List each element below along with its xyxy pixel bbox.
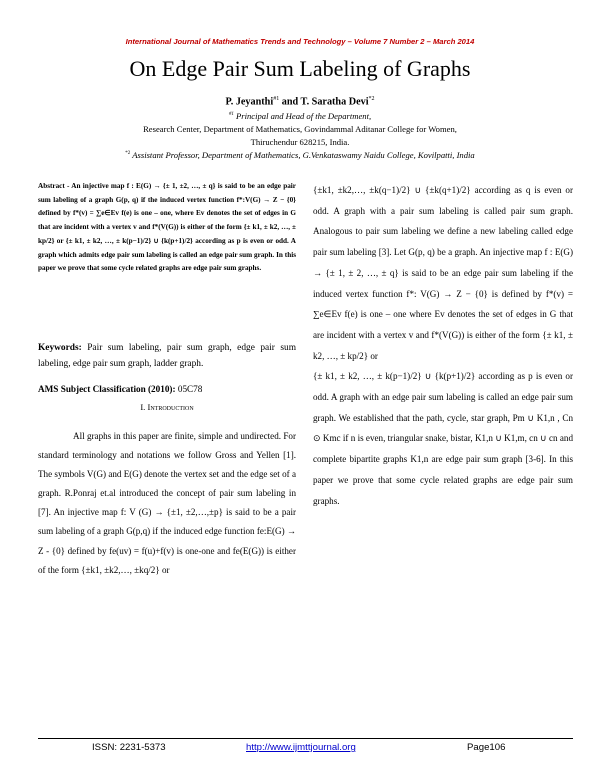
section-title: I. Introduction: [140, 402, 194, 412]
paper-title: On Edge Pair Sum Labeling of Graphs: [129, 56, 471, 81]
keywords: [38, 340, 296, 372]
affiliation-1-text: Principal and Head of the Department,: [233, 111, 372, 121]
author-conjunction: and: [279, 96, 301, 108]
author-2-mark: *2: [368, 96, 375, 102]
journal-header: International Journal of Mathematics Trends and Technology – Volume 7 Number 2 – March 2014: [125, 37, 475, 46]
keywords-label: Keywords:: [38, 343, 82, 353]
affiliation-1: [0, 111, 600, 121]
affiliation-4-text: Assistant Professor, Department of Mathematics, G.Venkataswamy Naidu College, Kovilpatti, India: [130, 150, 475, 160]
affiliation-4-mark: *2: [125, 151, 131, 157]
author-2: T. Saratha Devi: [300, 96, 369, 108]
affiliation-3: Thiruchendur 628215, India.: [250, 137, 350, 147]
keywords-text: Pair sum labeling, pair sum graph, edge pair sum labeling, edge pair sum graph, ladder graph.: [38, 343, 296, 369]
intro-right-paragraph-2: {± k1, ± k2, …, ± k(p−1)/2} ∪ {k(p+1)/2} according as p is even or odd. A graph with an edge pair sum labeling is called an edge pair sum graph. We established that the path, cycle, star graph, Pm ∪ K1,n , Cn ⊙ Kmc if n is even, triangular snake, bistar, K1,n ∪ K1,m, cn ∪ cn and complete bipartite graphs K1,n are edge pair sum graph [3-6]. In this paper we prove that some cycle related graphs are edge pair sum graphs.: [313, 371, 573, 506]
author-1-mark: #1: [273, 96, 280, 102]
abstract-text: - An injective map f : E(G) → {± 1, ±2, …, ± q} is said to be an edge pair sum labeling of a graph G(p, q) if the induced vertex function f*:V(G) → Z − {0} defined by f*(v) = ∑e∈Ev f(e) is one – one, where Ev denotes the set of edges in G that are incident with a vertex v and f*(V(G)) is either of the form {± k1, ± k2, …, ± kp/2} or {± k1, ± k2, …, ± k(p−1)/2} ∪ {k(p+1)/2} according as p is even or odd. A graph which admits edge pair sum labeling is called an edge pair sum graph. In this paper we prove that some cycle related graphs are edge pair sum graphs.: [38, 182, 296, 273]
affiliation-2: Research Center, Department of Mathematics, Govindammal Aditanar College for Women,: [143, 124, 457, 134]
intro-left-paragraph: All graphs in this paper are finite, simple and undirected. For standard terminology and notations we follow Gross and Yellen [1]. The symbols V(G) and E(G) denote the vertex set and the edge set of a graph. R.Ponraj et.al introduced the concept of pair sum labeling in [7]. An injective map f: V (G) → {±1, ±2,…,±p} is said to be a pair sum labeling of a graph G(p,q) if the induced edge function fe:E(G) → Z - {0} defined by fe(uv) = f(u)+f(v) is one-one and fe(E(G)) is either of the form {±k1, ±k2,…, ±kq/2} or: [38, 431, 296, 575]
affiliation-1-mark: #1: [228, 112, 234, 118]
author-1: P. Jeyanthi: [225, 96, 274, 108]
footer-divider: [38, 738, 573, 739]
ams-label: AMS Subject Classification (2010):: [38, 384, 176, 394]
ams-value: 05C78: [175, 384, 203, 394]
footer-issn: ISSN: 2231-5373: [92, 742, 166, 753]
author-line: [0, 96, 600, 107]
intro-left-column: [38, 427, 296, 580]
ams-classification: [38, 384, 296, 394]
footer-url-link[interactable]: http://www.ijmttjournal.org: [246, 742, 356, 753]
affiliation-4: [0, 150, 600, 160]
intro-right-column: [313, 180, 573, 511]
abstract-label: Abstract: [38, 182, 65, 190]
intro-right-paragraph-1: {±k1, ±k2,…, ±k(q−1)/2} ∪ {±k(q+1)/2} according as q is even or odd. A graph with a pair sum labeling is called pair sum graph. Analogous to pair sum labeling we define a new labeling called edge pair sum labeling [3]. Let G(p, q) be a graph. An injective map f : E(G) → {± 1, ± 2, …, ± q} is said to be an edge pair sum labeling if the induced vertex function f*: V(G) → Z − {0} is defined by f*(v) = ∑e∈Ev f(e) is one – one where Ev denotes the set of edges in G that are incident with a vertex v and f*(V(G)) is either of the form {± k1, ± k2, …, ± kp/2} or: [313, 185, 573, 361]
footer-page-number: Page106: [467, 742, 506, 753]
abstract: [38, 180, 296, 276]
